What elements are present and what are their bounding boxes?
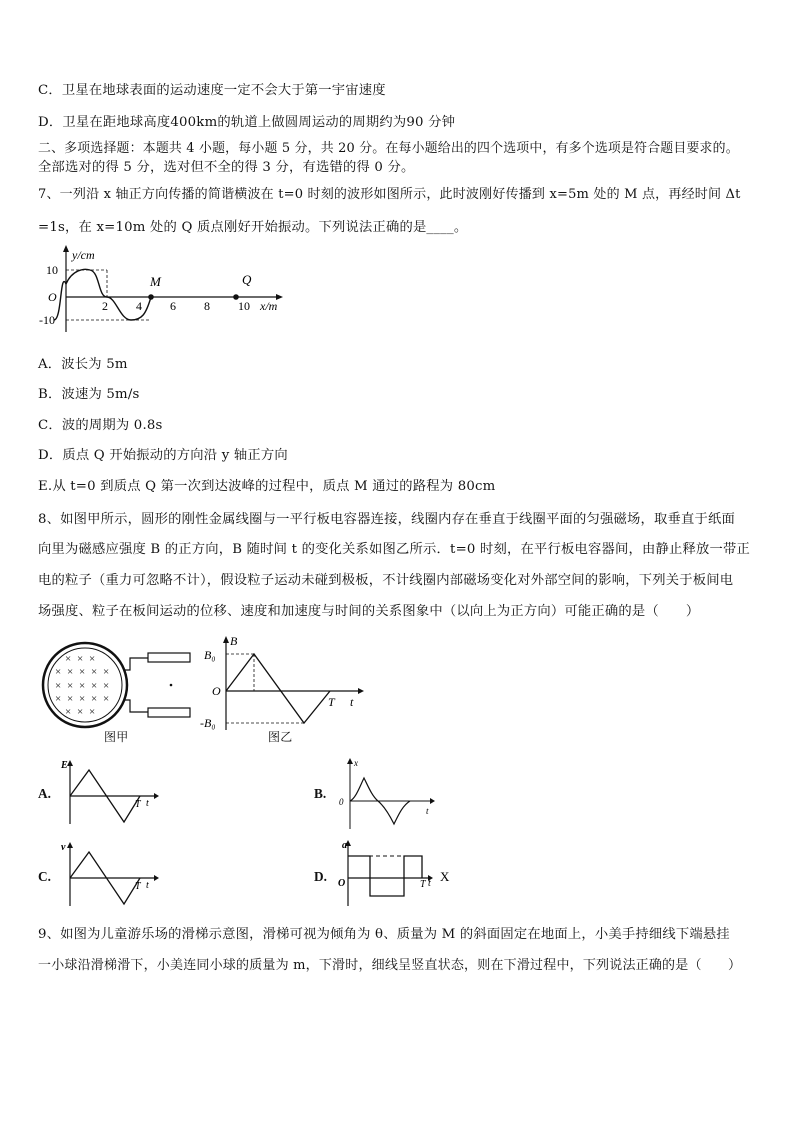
q7-option-a: A．波长为 5m [38, 357, 128, 372]
svg-text:×: × [103, 693, 110, 705]
svg-text:×: × [77, 653, 84, 665]
point-m [148, 294, 154, 300]
neg-b0-label: -B₀ [200, 716, 216, 730]
t-axis-label: t [350, 695, 354, 709]
section2-instructions-line1: 二、多项选择题：本题共 4 小题，每小题 5 分，共 20 分。在每小题给出的四个选项中，有多个选项是符合题目要求的。 [38, 141, 739, 156]
point-q-label: Q [242, 272, 252, 287]
option-d-extra-mark: X [440, 869, 450, 884]
q7-option-b: B．波速为 5m/s [38, 387, 140, 402]
option-a-axis-label: E [61, 760, 68, 771]
figure-jia-caption: 图甲 [104, 730, 129, 744]
q6-option-c: C．卫星在地球表面的运动速度一定不会大于第一宇宙速度 [38, 83, 386, 98]
x-tick-2: 2 [102, 299, 108, 313]
x-tick-10: 10 [238, 299, 250, 313]
option-d-period-label: T [420, 879, 426, 890]
b0-label: B₀ [204, 648, 216, 662]
svg-text:×: × [79, 666, 86, 678]
option-d-axis-label: a [342, 840, 347, 851]
svg-text:×: × [103, 680, 110, 692]
q8-stem-line3: 电的粒子（重力可忽略不计），假设粒子运动未碰到极板，不计线圈内部磁场变化对外部空间的影响，下列关于板间电 [38, 573, 734, 588]
option-d-origin-label: O [338, 878, 346, 889]
figure-yi-b-t-graph [198, 634, 368, 738]
origin-label: O [48, 290, 57, 304]
q9-stem-line2: 一小球沿滑梯滑下，小美连同小球的质量为 m，下滑时，细线呈竖直状态，则在下滑过程中，下列说法正确的是（ ） [38, 958, 742, 973]
svg-text:×: × [65, 706, 72, 718]
section2-instructions-line2: 全部选对的得 5 分，选对但不全的得 3 分，有选错的得 0 分。 [38, 160, 415, 175]
option-c-t-label: t [146, 880, 149, 891]
option-b-t-label: t [426, 806, 429, 816]
point-m-label: M [150, 274, 161, 289]
period-label: T [328, 695, 335, 709]
option-a-period-label: T [135, 799, 141, 810]
b-axis-label: B [230, 634, 238, 648]
svg-text:×: × [67, 680, 74, 692]
x-tick-8: 8 [204, 299, 210, 313]
q8-option-d-graph [332, 838, 462, 912]
y-tick-10: 10 [46, 263, 58, 277]
q9-stem-line1: 9、如图为儿童游乐场的滑梯示意图，滑梯可视为倾角为 θ、质量为 M 的斜面固定在地面上，小美手持细线下端悬挂 [38, 927, 730, 942]
svg-text:×: × [77, 706, 84, 718]
option-a-t-label: t [146, 798, 149, 809]
option-b-origin-label: 0 [339, 797, 344, 807]
y-tick-neg10: -10 [39, 313, 55, 327]
svg-text:×: × [91, 680, 98, 692]
q7-stem-line2: =1s，在 x=10m 处的 Q 质点刚好开始振动。下列说法正确的是____。 [38, 220, 468, 235]
svg-text:×: × [89, 653, 96, 665]
svg-text:×: × [55, 693, 62, 705]
q7-option-c: C．波的周期为 0.8s [38, 418, 163, 433]
y-axis-label: y/cm [72, 248, 95, 262]
q8-stem-line2: 向里为磁感应强度 B 的正方向，B 随时间 t 的变化关系如图乙所示．t=0 时刻，在平行板电容器间，由静止释放一带正 [38, 542, 750, 557]
q8-option-a-graph [58, 758, 168, 832]
q8-option-c-letter: C. [38, 869, 51, 884]
x-tick-6: 6 [170, 299, 176, 313]
option-c-axis-label: v [61, 842, 66, 853]
q7-option-e: E.从 t=0 到质点 Q 第一次到达波峰的过程中，质点 M 通过的路程为 80cm [38, 479, 496, 494]
svg-text:×: × [79, 693, 86, 705]
svg-text:×: × [55, 680, 62, 692]
q7-wave-graph [34, 244, 294, 338]
q8-option-b-letter: B. [314, 786, 327, 801]
option-b-axis-label: x [354, 758, 358, 768]
svg-text:×: × [91, 693, 98, 705]
q8-option-b-graph [334, 756, 444, 835]
svg-text:×: × [103, 666, 110, 678]
svg-text:×: × [91, 666, 98, 678]
q8-stem-line4: 场强度、粒子在板间运动的位移、速度和加速度与时间的关系图象中（以向上为正方向）可能正确的是（ ） [38, 604, 700, 619]
svg-text:×: × [89, 706, 96, 718]
q6-option-d: D．卫星在距地球高度400km的轨道上做圆周运动的周期约为90 分钟 [38, 115, 456, 130]
svg-text:×: × [55, 666, 62, 678]
x-tick-4: 4 [136, 299, 142, 313]
svg-text:×: × [79, 680, 86, 692]
q8-option-d-letter: D. [314, 869, 327, 884]
x-axis-label: x/m [260, 299, 278, 313]
q7-stem-line1: 7、一列沿 x 轴正方向传播的简谐横波在 t=0 时刻的波形如图所示，此时波刚好传播到 x=5m 处的 M 点，再经时间 Δt [38, 187, 741, 202]
svg-text:×: × [65, 653, 72, 665]
q8-option-c-graph [58, 840, 168, 914]
figure-yi-caption: 图乙 [268, 730, 293, 744]
q8-stem-line1: 8、如图甲所示，圆形的刚性金属线圈与一平行板电容器连接，线圈内存在垂直于线圈平面的匀强磁场，取垂直于纸面 [38, 512, 735, 527]
svg-text:×: × [67, 666, 74, 678]
option-d-t-label: t [428, 878, 431, 889]
q7-option-d: D．质点 Q 开始振动的方向沿 y 轴正方向 [38, 448, 288, 463]
option-c-period-label: T [135, 881, 141, 892]
svg-text:×: × [67, 693, 74, 705]
yi-origin-label: O [212, 684, 221, 698]
q8-option-a-letter: A. [38, 786, 51, 801]
